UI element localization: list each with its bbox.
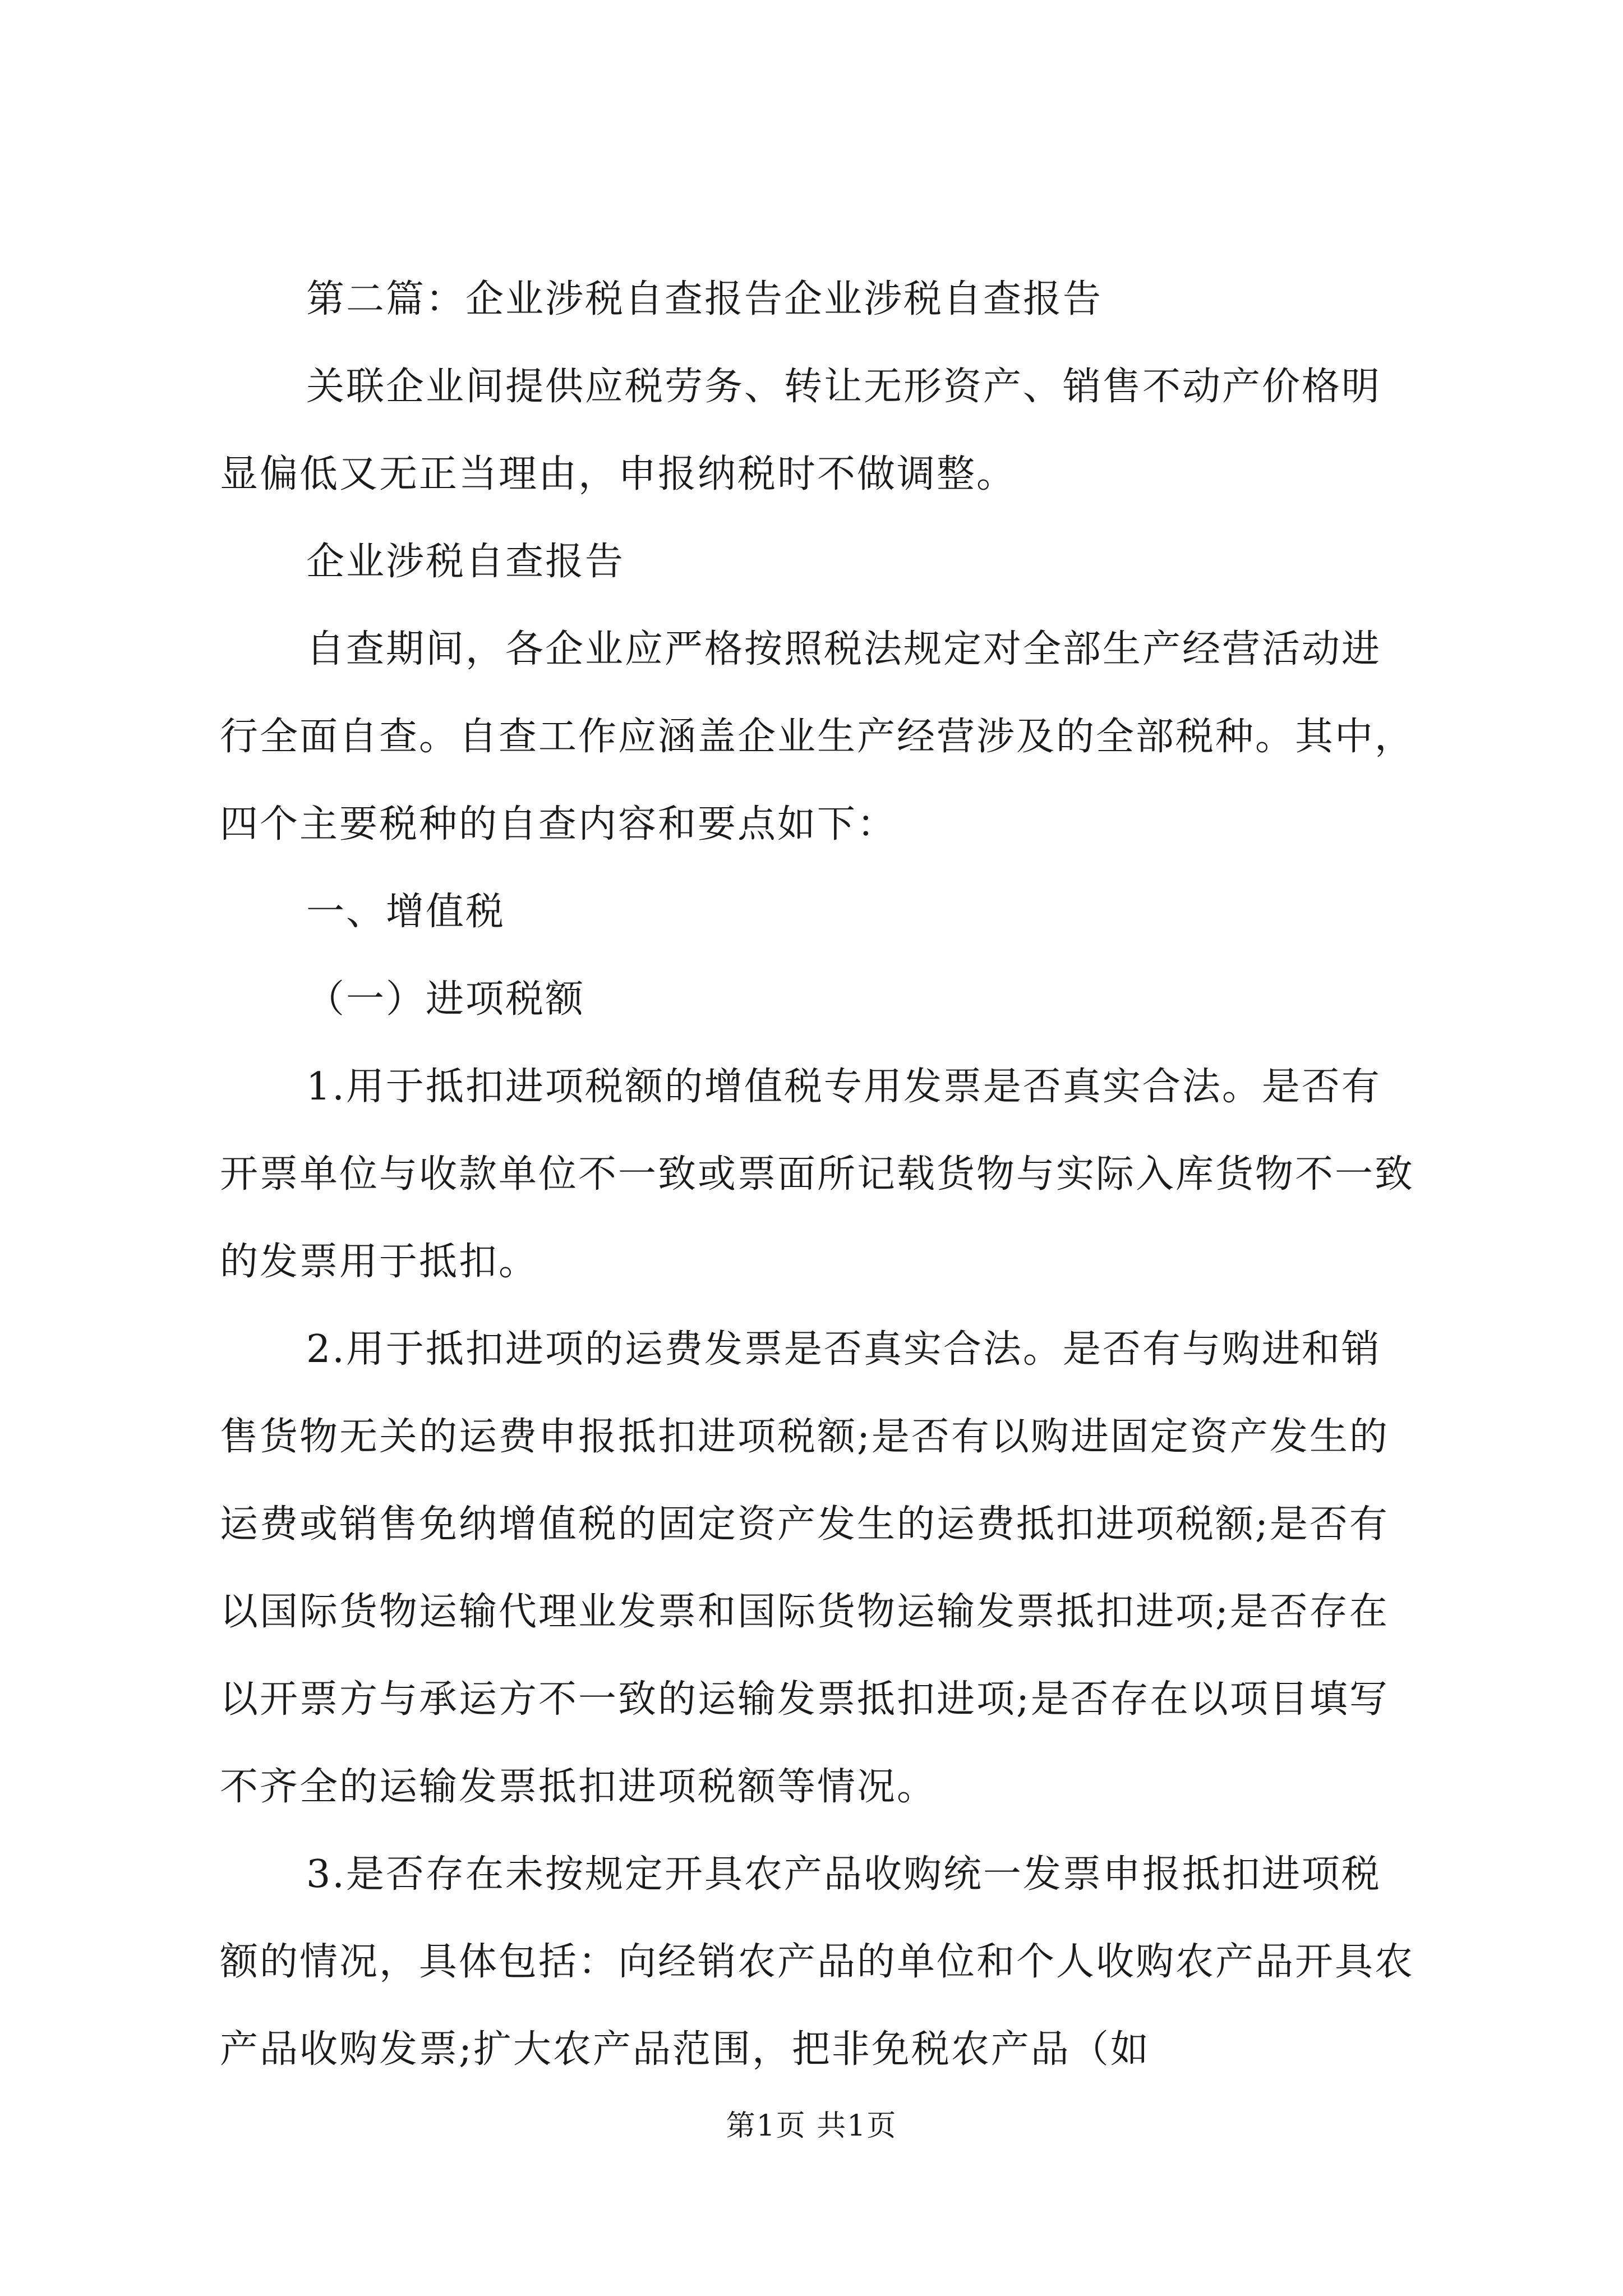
document-body bbox=[220, 256, 1420, 2093]
subtitle-paragraph: 企业涉税自查报告 bbox=[306, 540, 625, 584]
page-footer: 第1页 共1页 bbox=[726, 2109, 897, 2143]
body-paragraph: 关联企业间提供应税劳务、转让无形资产、销售不动产价格明显偏低又无正当理由，申报纳税时不做调整。 bbox=[220, 365, 1382, 496]
subsection-heading: （一）进项税额 bbox=[306, 977, 585, 1022]
section-heading: 一、增值税 bbox=[306, 890, 506, 934]
heading-paragraph: 第二篇：企业涉税自查报告企业涉税自查报告 bbox=[306, 277, 1103, 321]
list-item: 3.是否存在未按规定开具农产品收购统一发票申报抵扣进项税额的情况，具体包括：向经销农产品的单位和个人收购农产品开具农产品收购发票;扩大农产品范围，把非免税农产品（如 bbox=[220, 1852, 1415, 2072]
list-item: 2.用于抵扣进项的运费发票是否真实合法。是否有与购进和销售货物无关的运费申报抵扣进项税额;是否有以购进固定资产发生的运费或销售免纳增值税的固定资产发生的运费抵扣进项税额;是否有以国际货物运输代理业发票和国际货物运输发票抵扣进项;是否存在以开票方与承运方不一致的运输发票抵扣进项;是否存在以项目填写不齐全的运输发票抵扣进项税额等情况。 bbox=[220, 1327, 1389, 1809]
body-paragraph: 自查期间，各企业应严格按照税法规定对全部生产经营活动进行全面自查。自查工作应涵盖企业生产经营涉及的全部税种。其中，四个主要税种的自查内容和要点如下： bbox=[220, 627, 1415, 846]
list-item: 1.用于抵扣进项税额的增值税专用发票是否真实合法。是否有开票单位与收款单位不一致或票面所记载货物与实际入库货物不一致的发票用于抵扣。 bbox=[220, 1065, 1415, 1284]
